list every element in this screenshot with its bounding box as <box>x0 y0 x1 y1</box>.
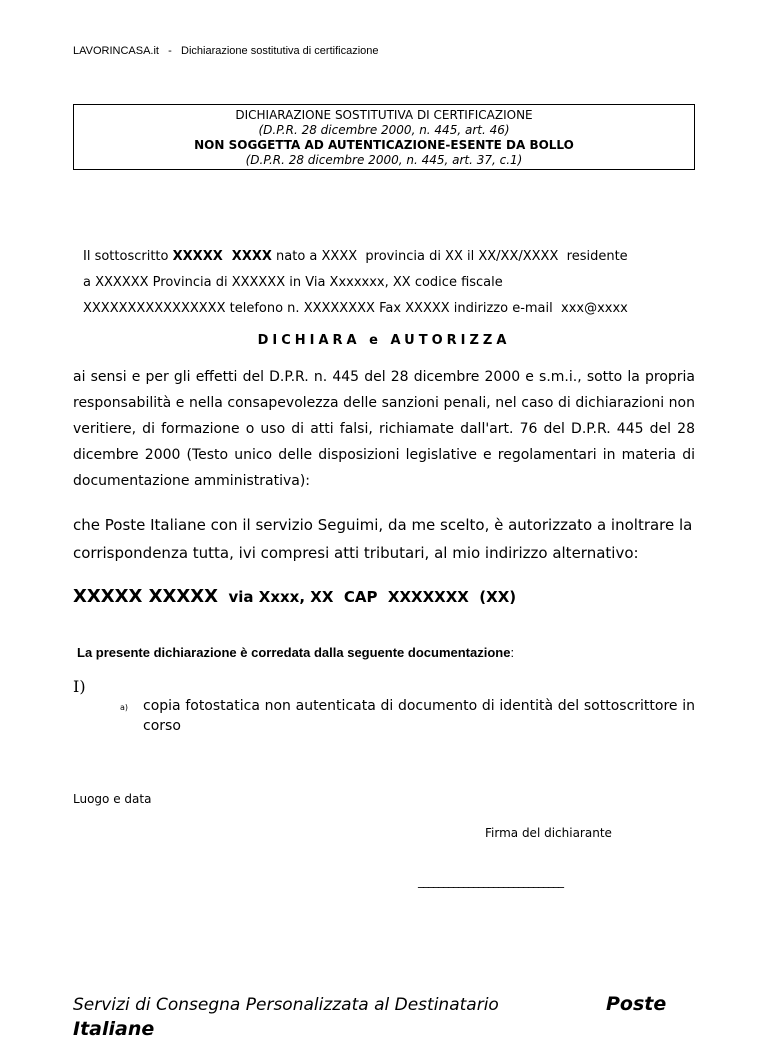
paragraph-legal-basis: ai sensi e per gli effetti del D.P.R. n. 445 del 28 dicembre 2000 e s.m.i., sotto la propria responsabilità e nella consapevolezza delle sanzioni penali, nel caso di dichiarazioni non veritiere, di formazione o uso di atti falsi, richiamate dall'art. 76 del D.P.R. 445 del 28 dicembre 2000 (Testo unico delle disposizioni legislative e regolamentari in materia di documentazione amministrativa): <box>73 369 695 489</box>
title-line-1: DICHIARAZIONE SOSTITUTIVA DI CERTIFICAZIONE <box>235 108 533 122</box>
footer-brand-poste: Poste <box>606 993 667 1015</box>
signature-line: _____________________________ <box>418 874 563 888</box>
title-line-2: (D.P.R. 28 dicembre 2000, n. 445, art. 46) <box>258 123 510 137</box>
intro-line-1 <box>83 249 628 264</box>
address-details: via Xxxx, XX CAP XXXXXXX (XX) <box>218 588 517 606</box>
address-name: XXXXX XXXXX <box>73 586 219 607</box>
intro-line-3: XXXXXXXXXXXXXXXX telefono n. XXXXXXXX Fax XXXXX indirizzo e-mail xxx@xxxx <box>83 301 628 316</box>
page-header <box>73 45 379 57</box>
list-roman-numeral: I) <box>73 677 86 696</box>
paragraph-authorization: che Poste Italiane con il servizio Seguimi, da me scelto, è autorizzato a inoltrare la corrispondenza tutta, ivi compresi atti tributari, al mio indirizzo alternativo: <box>73 516 693 562</box>
declarant-name: XXXXX XXXX <box>172 249 272 264</box>
documentation-note-colon: : <box>510 645 515 660</box>
intro-text: nato a XXXX provincia di XX il XX/XX/XXXX residente <box>271 249 628 264</box>
documentation-note <box>77 645 514 660</box>
luogo-data-label: Luogo e data <box>73 792 152 806</box>
alternative-address <box>73 586 516 607</box>
list-item: copia fotostatica non autenticata di documento di identità del sottoscrittore in corso <box>143 698 695 734</box>
documentation-note-text: La presente dichiarazione è corredata dalla seguente documentazione <box>77 645 511 660</box>
title-line-4: (D.P.R. 28 dicembre 2000, n. 445, art. 37, c.1) <box>245 153 523 167</box>
footer-brand-italiane: Italiane <box>73 1018 155 1040</box>
intro-line-2: a XXXXXX Provincia di XXXXXX in Via Xxxxxxx, XX codice fiscale <box>83 275 503 290</box>
header-subtitle: Dichiarazione sostitutiva di certificazione <box>181 45 379 57</box>
dichiara-heading: DICHIARA e AUTORIZZA <box>257 333 511 348</box>
header-separator: - <box>168 45 172 57</box>
title-box <box>73 104 695 170</box>
footer-text: Servizi di Consegna Personalizzata al Destinatario <box>73 995 499 1015</box>
page-footer <box>73 992 695 1040</box>
title-line-3: NON SOGGETTA AD AUTENTICAZIONE-ESENTE DA BOLLO <box>194 138 574 152</box>
intro-text: Il sottoscritto <box>83 249 173 264</box>
firma-label: Firma del dichiarante <box>485 826 612 840</box>
header-site: LAVORINCASA.it <box>73 45 159 57</box>
list-item-marker: a) <box>120 703 129 712</box>
